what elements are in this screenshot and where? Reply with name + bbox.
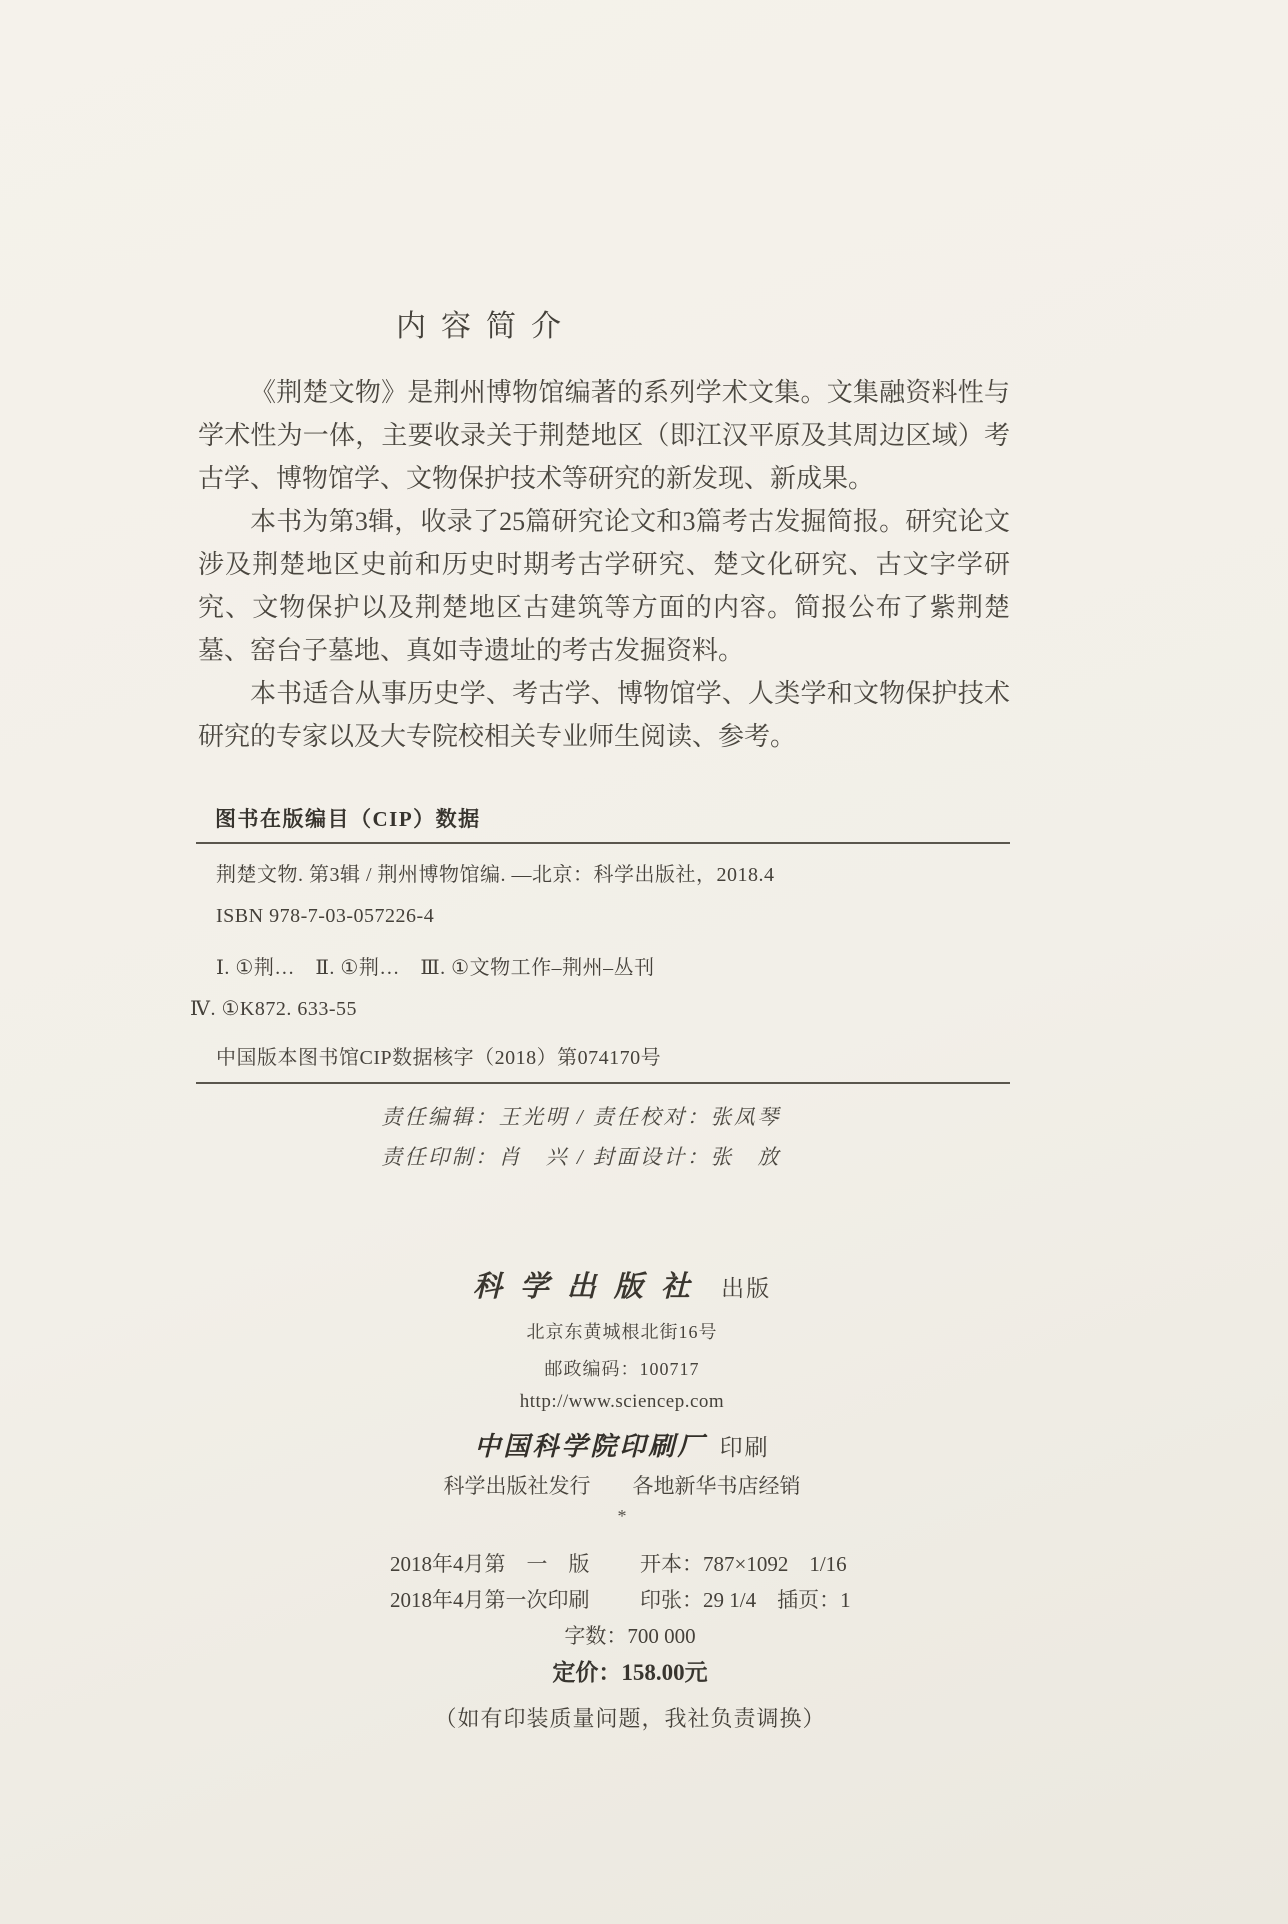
publisher-role: 出版 [721,1276,772,1301]
cip-rule-top [196,842,1010,844]
printer-role: 印刷 [719,1435,770,1460]
cip-rule-bottom [196,1082,1010,1084]
impression-row [0,1584,1288,1616]
separator-star: * [617,1506,627,1526]
publisher-name: 科学出版社 [472,1271,708,1303]
distribution-line: 科学出版社发行 各地新华书店经销 [443,1474,801,1498]
cip-registration-number: 中国版本图书馆CIP数据核字（2018）第074170号 [216,1047,662,1069]
summary-paragraph-1: 《荆楚文物》是荆州博物馆编著的系列学术文集。文集融资料性与学术性为一体，主要收录关于荆楚地区（即江汉平原及其周边区域）考古学、博物馆学、文物保护技术等研究的新发现、新成果。 [198,378,1010,493]
summary-paragraph-3: 本书适合从事历史学、考古学、博物馆学、人类学和文物保护技术研究的专家以及大专院校相关专业师生阅读、参考。 [198,679,1010,751]
quality-notice: （如有印装质量问题，我社负责调换） [434,1706,826,1731]
impression-date: 2018年4月第一次印刷 [390,1588,590,1612]
publisher-website: http://www.sciencep.com [519,1391,725,1412]
credit-editors-line: 责任编辑：王光明 / 责任校对：张凤琴 [381,1105,781,1129]
cip-isbn: ISBN 978-7-03-057226-4 [216,905,435,927]
page-title: 内容简介 [396,310,576,343]
cip-record-line: 荆楚文物. 第3辑 / 荆州博物馆编. —北京：科学出版社，2018.4 [216,864,775,886]
cip-classification-line-2: Ⅳ. ①K872. 633-55 [190,998,358,1020]
word-count: 字数：700 000 [564,1624,696,1648]
edition-date: 2018年4月第 一 版 [390,1552,590,1576]
format-spec: 开本：787×1092 1/16 [640,1552,847,1576]
publisher-address: 北京东黄城根北街16号 [526,1322,718,1342]
publisher-postcode: 邮政编码：100717 [544,1359,700,1379]
printer-name: 中国科学院印刷厂 [474,1432,707,1461]
summary-paragraph-2: 本书为第3辑，收录了25篇研究论文和3篇考古发掘简报。研究论文涉及荆楚地区史前和历史时期考古学研究、楚文化研究、古文字学研究、文物保护以及荆楚地区古建筑等方面的内容。简报公布了紫荆楚墓、窑台子墓地、真如寺遗址的考古发掘资料。 [198,507,1010,665]
cip-heading: 图书在版编目（CIP）数据 [215,807,481,831]
cip-classification-line-1: Ⅰ. ①荆… Ⅱ. ①荆… Ⅲ. ①文物工作–荆州–丛刊 [216,957,655,979]
printer-line [198,1426,1046,1463]
credit-design-line: 责任印制：肖 兴 / 封面设计：张 放 [381,1145,781,1169]
publisher-line [198,1264,1046,1305]
sheets-spec: 印张：29 1/4 插页：1 [640,1588,851,1612]
content-summary [198,371,1010,758]
edition-row [0,1548,1288,1580]
price: 定价：158.00元 [552,1660,708,1685]
